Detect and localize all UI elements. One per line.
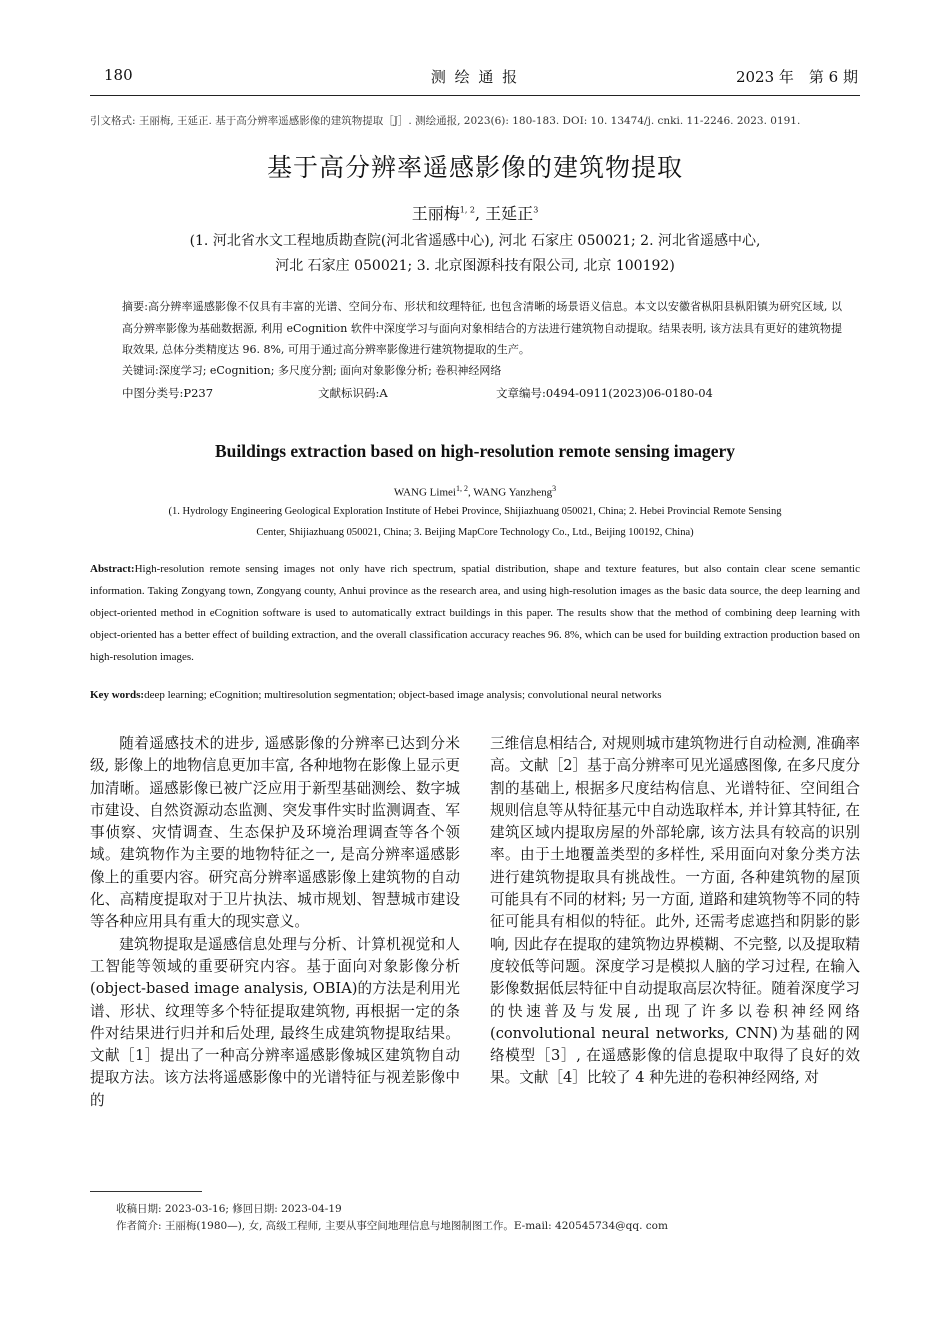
doc-code-value: A xyxy=(379,386,388,400)
page-number: 180 xyxy=(104,66,133,84)
author-1-cn-affil: 1, 2 xyxy=(459,205,475,215)
keywords-cn-label: 关键词: xyxy=(122,364,159,377)
footnote-dates: 收稿日期: 2023-03-16; 修回日期: 2023-04-19 xyxy=(116,1203,342,1215)
abstract-cn-text: 高分辨率遥感影像不仅具有丰富的光谱、空间分布、形状和纹理特征, 也包含清晰的场景语义信息。本文以安徽省枞阳县枞阳镇为研究区域, 以高分辨率影像为基础数据源, 利用 eCognition 软件中深度学习与面向对象相结合的方法进行建筑物自动提取。结果表明, 该方法具有更好的建筑物提取效果, 总体分类精度达 96. 8%, 可用于通过高分辨率影像进行建筑物提取的生产。 xyxy=(122,300,842,356)
body-left-column xyxy=(90,733,460,1112)
keywords-en-text: deep learning; eCognition; multiresolution segmentation; object-based image analysis; convolutional neural networks xyxy=(144,689,662,701)
author-2-en: WANG Yanzheng xyxy=(473,486,553,499)
affiliation-en-line-1: (1. Hydrology Engineering Geological Exploration Institute of Hebei Province, Shijiazhuang 050021, China; 2. Hebei Provincial Remote Sensing xyxy=(168,506,782,517)
doc-code xyxy=(318,385,388,401)
clc-value: P237 xyxy=(183,386,214,400)
authors-cn xyxy=(0,201,950,224)
body-paragraph: 建筑物提取是遥感信息处理与分析、计算机视觉和人工智能等领域的重要研究内容。基于面向对象影像分析(object-based image analysis, OBIA)的方法是利用光谱、形状、纹理等多个特征提取建筑物, 再根据一定的条件对结果进行归并和后处理, 最终生成建筑物提取结果。文献［1］提出了一种高分辨率遥感影像城区建筑物自动提取方法。该方法将遥感影像中的光谱特征与视差影像中的 xyxy=(90,935,460,1109)
abstract-en-label: Abstract: xyxy=(90,563,135,575)
author-2-cn: 王延正 xyxy=(485,204,534,223)
keywords-en-label: Key words: xyxy=(90,689,145,701)
clc-number xyxy=(122,385,213,401)
issue-info: 2023 年 第 6 期 xyxy=(735,68,858,86)
abstract-cn-label: 摘要: xyxy=(122,300,148,313)
author-sep-cn: , xyxy=(475,204,486,223)
author-1-cn: 王丽梅 xyxy=(411,204,460,223)
footnote-author-bio: 作者简介: 王丽梅(1980—), 女, 高级工程师, 主要从事空间地理信息与地图制图工作。E-mail: 420545734@qq. com xyxy=(116,1220,668,1232)
keywords-cn xyxy=(122,360,842,382)
affiliation-en-line-2: Center, Shijiazhuang 050021, China; 3. Beijing MapCore Technology Co., Ltd., Beijing 100192, China) xyxy=(256,527,694,538)
clc-label: 中图分类号: xyxy=(122,386,184,400)
keywords-cn-text: 深度学习; eCognition; 多尺度分割; 面向对象影像分析; 卷积神经网络 xyxy=(158,364,502,377)
citation-line: 引文格式: 王丽梅, 王延正. 基于高分辨率遥感影像的建筑物提取［J］. 测绘通报, 2023(6): 180-183. DOI: 10. 13474/j. cnki. 11-2246. 2023. 0191. xyxy=(90,115,801,127)
article-number-label: 文章编号: xyxy=(496,386,546,400)
keywords-en xyxy=(90,689,860,701)
abstract-en xyxy=(90,558,860,668)
header-rule xyxy=(90,95,860,96)
author-sep-en: , xyxy=(467,486,474,499)
title-en: Buildings extraction based on high-resolution remote sensing imagery xyxy=(214,441,735,461)
article-number-value: 0494-0911(2023)06-0180-04 xyxy=(545,386,713,400)
title-cn: 基于高分辨率遥感影像的建筑物提取 xyxy=(266,153,683,182)
author-1-en-affil: 1, 2 xyxy=(455,484,468,493)
authors-en xyxy=(0,484,950,499)
body-right-column xyxy=(490,733,860,1090)
abstract-cn xyxy=(122,296,842,361)
affiliation-cn-line-1: (1. 河北省水文工程地质勘查院(河北省遥感中心), 河北 石家庄 050021; 2. 河北省遥感中心, xyxy=(189,233,761,249)
body-paragraph: 随着遥感技术的进步, 遥感影像的分辨率已达到分米级, 影像上的地物信息更加丰富, 各种地物在影像上显示更加清晰。遥感影像已被广泛应用于新型基础测绘、数字城市建设、自然资源动态监测、突发事件实时监测调查、军事侦察、灾情调查、生态保护及环境治理调查等各个领域。建筑物作为主要的地物特征之一, 是高分辨率遥感影像上的重要内容。研究高分辨率遥感影像上建筑物的自动化、高精度提取对于卫片执法、城市规划、智慧城市建设等各种应用具有重大的现实意义。 xyxy=(90,735,460,931)
journal-name: 测 绘 通 报 xyxy=(430,68,520,86)
affiliation-cn-line-2: 河北 石家庄 050021; 3. 北京图源科技有限公司, 北京 100192) xyxy=(275,258,675,274)
abstract-en-text: High-resolution remote sensing images not only have rich spectrum, spatial distribution, shape and texture features, but also contain clear scene semantic information. Taking Zongyang town, Zongyang county, Anhui province as the research area, and using high-resolution images as the basic data source, the deep learning and object-oriented method in eCognition software is used to automatically extract buildings in this paper. The results show that the method of combining deep learning with object-oriented has a better effect of building extraction, and the overall classification accuracy reaches 96. 8%, which can be used for building extraction production based on high-resolution images. xyxy=(90,563,860,663)
author-2-en-affil: 3 xyxy=(552,484,557,493)
article-number xyxy=(496,385,713,401)
author-1-en: WANG Limei xyxy=(393,486,456,499)
author-2-cn-affil: 3 xyxy=(533,205,539,215)
doc-code-label: 文献标识码: xyxy=(318,386,380,400)
body-paragraph: 三维信息相结合, 对规则城市建筑物进行自动检测, 准确率高。文献［2］基于高分辨率可见光遥感图像, 在多尺度分割的基础上, 根据多尺度结构信息、光谱特征、空间组合规则信息等从特征基元中自动选取样本, 并计算其特征, 在建筑区域内提取房屋的外部轮廓, 该方法具有较高的识别率。由于土地覆盖类型的多样性, 采用面向对象分类方法进行建筑物提取具有挑战性。一方面, 各种建筑物的屋顶可能具有不同的材料; 另一方面, 道路和建筑物等不同的特征可能具有相似的特征。此外, 还需考虑遮挡和阴影的影响, 因此存在提取的建筑物边界模糊、不完整, 以及提取精度较低等问题。深度学习是模拟人脑的学习过程, 在输入影像数据低层特征中自动提取高层次特征。随着深度学习的快速普及与发展, 出现了许多以卷积神经网络(convolutional neural networks, CNN)为基础的网络模型［3］, 在遥感影像的信息提取中取得了良好的效果。文献［4］比较了 4 种先进的卷积神经网络, 对 xyxy=(490,735,860,1087)
footnote-rule xyxy=(90,1191,202,1192)
